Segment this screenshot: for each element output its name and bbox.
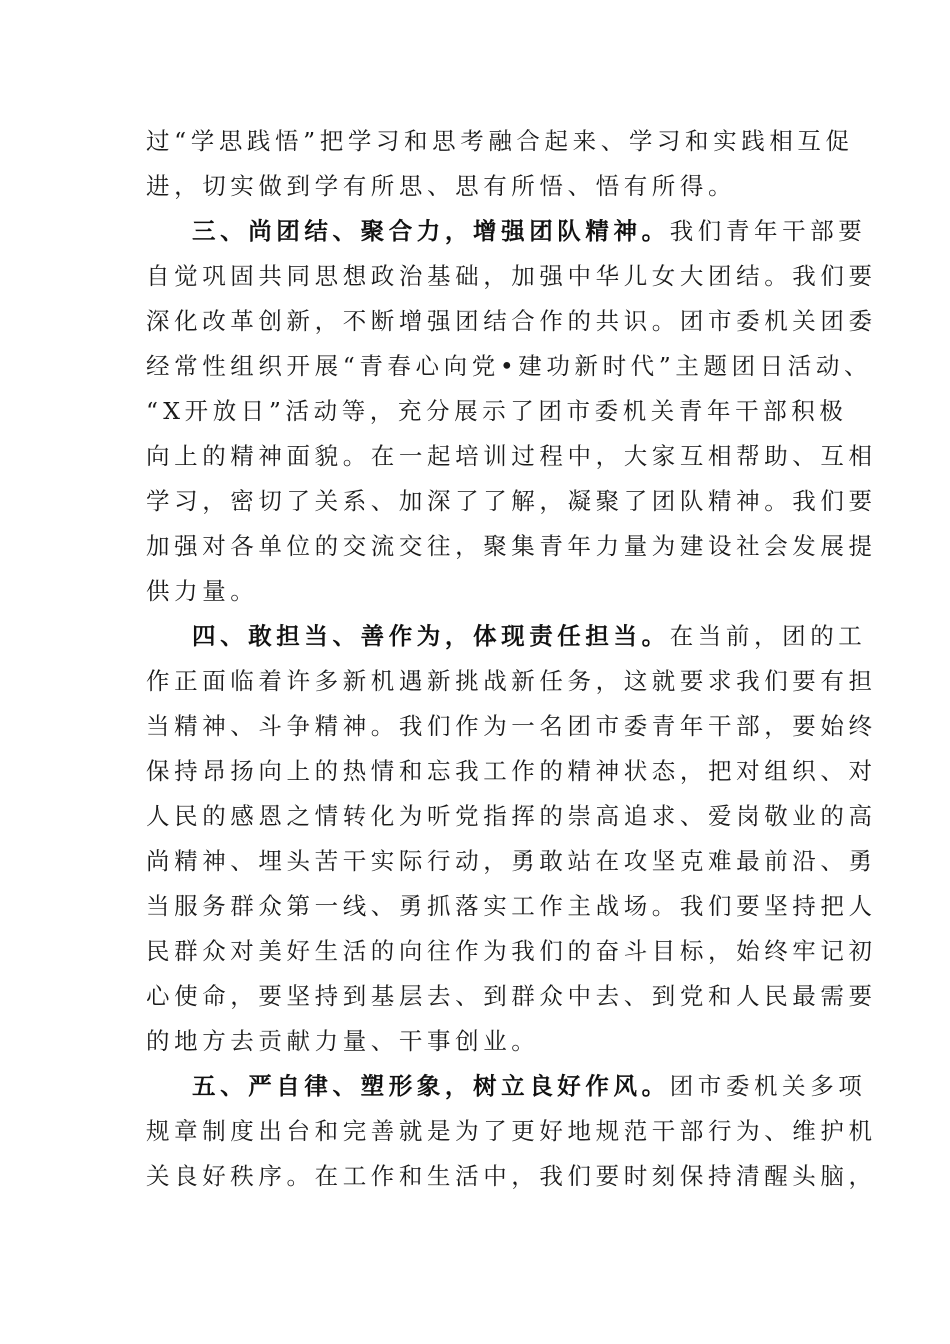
text-line: 过“学思践悟”把学习和思考融合起来、学习和实践相互促 bbox=[146, 127, 854, 155]
text-line: 民群众对美好生活的向往作为我们的奋斗目标，始终牢记初 bbox=[146, 937, 877, 965]
section-heading-line bbox=[192, 216, 866, 246]
text-line: 进，切实做到学有所思、思有所悟、悟有所得。 bbox=[146, 172, 737, 200]
section-lead-text: 团市委机关多项 bbox=[669, 1072, 867, 1100]
text-line: 关良好秩序。在工作和生活中，我们要时刻保持清醒头脑， bbox=[146, 1162, 877, 1190]
text-line: 当精神、斗争精神。我们作为一名团市委青年干部，要始终 bbox=[146, 712, 877, 740]
text-line: 供力量。 bbox=[146, 577, 259, 605]
section-heading-line bbox=[192, 621, 866, 651]
text-line: 心使命，要坚持到基层去、到群众中去、到党和人民最需要 bbox=[146, 982, 877, 1010]
text-line: 保持昂扬向上的热情和忘我工作的精神状态，把对组织、对 bbox=[146, 757, 877, 785]
section-heading-line bbox=[192, 1071, 866, 1101]
text-line: “X开放日”活动等，充分展示了团市委机关青年干部积极 bbox=[146, 397, 848, 425]
text-line: 学习，密切了关系、加深了了解，凝聚了团队精神。我们要 bbox=[146, 487, 877, 515]
section-lead-text: 在当前，团的工 bbox=[669, 622, 867, 650]
text-line: 人民的感恩之情转化为听党指挥的崇高追求、爱岗敬业的高 bbox=[146, 802, 877, 830]
text-line: 向上的精神面貌。在一起培训过程中，大家互相帮助、互相 bbox=[146, 442, 877, 470]
text-line: 的地方去贡献力量、干事创业。 bbox=[146, 1027, 540, 1055]
text-line: 当服务群众第一线、勇抓落实工作主战场。我们要坚持把人 bbox=[146, 892, 877, 920]
section-heading: 四、敢担当、善作为，体现责任担当。 bbox=[192, 622, 670, 650]
text-line: 经常性组织开展“青春心向党•建功新时代”主题团日活动、 bbox=[146, 352, 873, 380]
section-lead-text: 我们青年干部要 bbox=[669, 217, 867, 245]
text-line: 尚精神、埋头苦干实际行动，勇敢站在攻坚克难最前沿、勇 bbox=[146, 847, 877, 875]
text-line: 加强对各单位的交流交往，聚集青年力量为建设社会发展提 bbox=[146, 532, 877, 560]
section-heading: 三、尚团结、聚合力，增强团队精神。 bbox=[192, 217, 670, 245]
text-line: 深化改革创新，不断增强团结合作的共识。团市委机关团委 bbox=[146, 307, 877, 335]
text-line: 自觉巩固共同思想政治基础，加强中华儿女大团结。我们要 bbox=[146, 262, 877, 290]
text-line: 规章制度出台和完善就是为了更好地规范干部行为、维护机 bbox=[146, 1117, 877, 1145]
section-heading: 五、严自律、塑形象，树立良好作风。 bbox=[192, 1072, 670, 1100]
text-line: 作正面临着许多新机遇新挑战新任务，这就要求我们要有担 bbox=[146, 667, 877, 695]
